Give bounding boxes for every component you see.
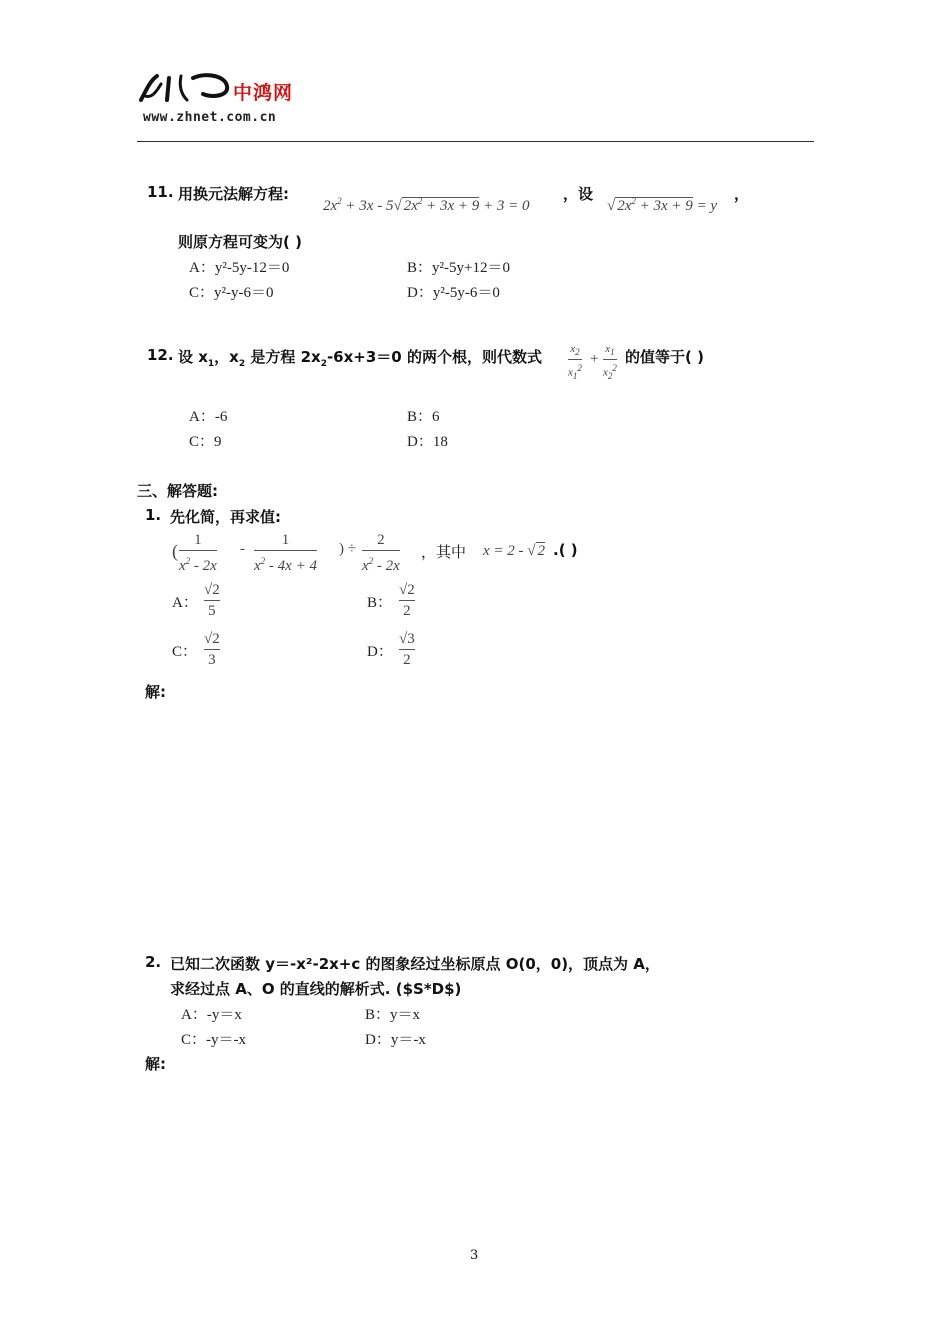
q11-set-text: ，设	[563, 185, 594, 203]
q12-option-a: A：-6	[189, 409, 228, 425]
q11-substitution: √ $2x^2 + 3x + 9 = y$	[607, 196, 718, 214]
p1-option-a-fraction: √2 5	[204, 582, 220, 619]
q11-option-b: B：y²-5y+12＝0	[407, 260, 510, 276]
section-title: 三、解答题:	[137, 482, 218, 500]
p2-line1: 已知二次函数 y＝-x²-2x+c 的图象经过坐标原点 O(0，0)，顶点为 A，	[170, 955, 660, 973]
q12-stem: 设 $x_1$，$x_2$ 是方程 $2x_2-6x+3=0$ 的两个根，则代数式	[178, 348, 542, 369]
q12-fraction-2: $x_1$ $x_2^2$	[603, 343, 617, 382]
q11-comma: ，	[734, 185, 750, 203]
p1-option-b-fraction: √2 2	[399, 582, 415, 619]
p2-option-b: B：y＝x	[365, 1007, 421, 1023]
q12-option-b: B：6	[407, 409, 440, 425]
header-divider	[137, 141, 814, 142]
p1-fraction-3: 2 $x^2 - 2x$	[362, 532, 400, 574]
q12-fraction-1: $x_2$ $x_1^2$	[568, 343, 582, 382]
p1-number: 1.	[145, 506, 162, 524]
p1-fraction-1: 1 $x^2 - 2x$	[179, 532, 217, 574]
p1-fraction-2: 1 $x^2 - 4x + 4$	[254, 532, 317, 574]
p2-answer-label: 解:	[145, 1055, 166, 1073]
p1-option-b-label: B：	[367, 595, 393, 611]
p1-option-d-label: D：	[367, 644, 393, 660]
q12-plus: +	[590, 351, 599, 367]
q12-option-c: C：9	[189, 434, 222, 450]
page-number: 3	[470, 1248, 479, 1263]
p1-open-paren: (	[172, 541, 178, 561]
p1-x-value: x = 2 - √ 2	[483, 543, 546, 559]
p2-line2: 求经过点 A、O 的直线的解析式. ($S*D$)	[170, 980, 462, 998]
brand-logo-mark	[137, 70, 232, 112]
p1-option-a-label: A：	[172, 595, 198, 611]
p1-option-d-fraction: √3 2	[399, 631, 415, 668]
q11-equation: $2x^2 + 3x - 5√$ $2x^2 + 3x + 9 + 3 = 0$	[323, 196, 530, 214]
q12-stem-tail: 的值等于( )	[625, 348, 704, 366]
p2-option-d: D：y＝-x	[365, 1032, 426, 1048]
q11-option-a: A：y²-5y-12＝0	[189, 260, 290, 276]
p1-minus: -	[240, 541, 245, 557]
p1-blank: .( )	[553, 541, 578, 559]
p1-where-text: ，其中	[421, 543, 467, 561]
p1-option-c-label: C：	[172, 644, 198, 660]
q11-option-c: C：y²-y-6＝0	[189, 285, 274, 301]
p2-option-a: A：-y＝x	[181, 1007, 242, 1023]
q12-number: 12.	[147, 346, 174, 364]
p1-stem: 先化简，再求值:	[170, 508, 281, 526]
p1-answer-label: 解:	[145, 683, 166, 701]
brand-name: 中鸿网	[233, 82, 294, 104]
p1-option-c-fraction: √2 3	[204, 631, 220, 668]
p1-close-divide: ) ÷	[339, 541, 356, 557]
p2-option-c: C：-y＝-x	[181, 1032, 247, 1048]
q11-line2: 则原方程可变为( )	[178, 233, 302, 251]
q12-option-d: D：18	[407, 434, 448, 450]
q11-number: 11.	[147, 183, 174, 201]
q11-option-d: D：y²-5y-6＝0	[407, 285, 500, 301]
q11-stem: 用换元法解方程:	[178, 185, 289, 203]
p2-number: 2.	[145, 953, 162, 971]
brand-url: www.zhnet.com.cn	[143, 110, 277, 125]
